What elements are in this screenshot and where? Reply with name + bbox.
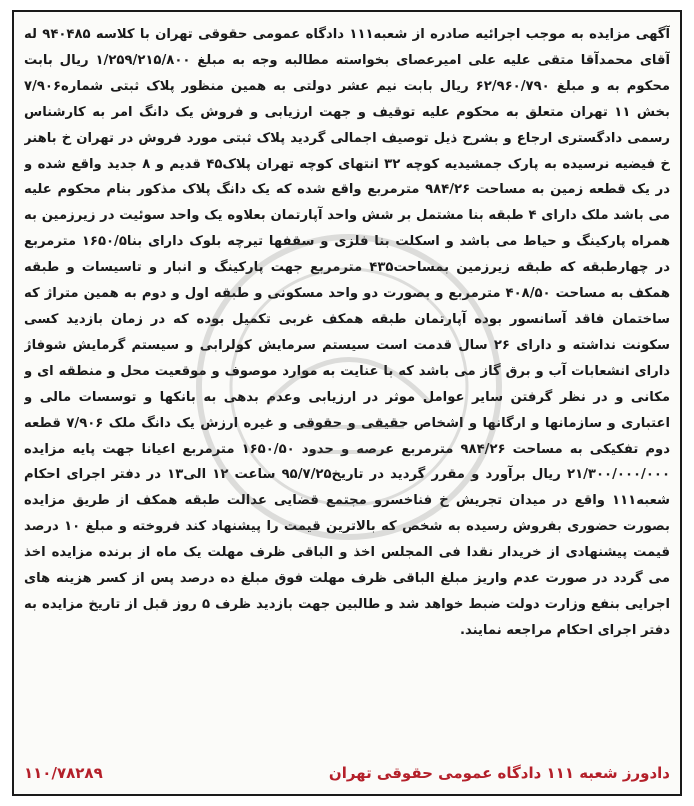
notice-body: آگهی مزایده به موجب اجرائیه صادره از شعبه۱۱۱ دادگاه عمومی حقوقی تهران با کلاسه ۹۴۰۴۸۵ له آقای محمدآقا متقی علیه علی امیرعصای بخواسته مطالبه وجه به مبلغ ۱/۲۵۹/۲۱۵/۸۰۰ ریال بابت محکوم به و مبلغ ۶۲/۹۶۰/۷۹۰ ریال بابت نیم عشر دولتی به همین منظور پلاک ثبتی شماره۷/۹۰۶ بخش ۱۱ تهران متعلق به محکوم علیه توقیف و جهت ارزیابی و فروش یک دانگ امر به کارشناس رسمی دادگستری ارجاع و بشرح ذیل توصیف اجمالی گردید پلاک ثبتی مورد فروش در تهران خ باهنر خ فیضیه نرسیده به پارک جمشیدیه کوچه ۳۲ انتهای کوچه تهران پلاک۴۵ قدیم و ۸ جدید واقع شده و در یک قطعه زمین به مساحت ۹۸۴/۲۶ مترمربع واقع شده که یک دانگ پلاک مذکور بنام محکوم علیه می باشد ملک دارای ۴ طبقه بنا مشتمل بر شش واحد آپارتمان بعلاوه یک واحد سوئیت در زیرزمین به همراه پارکینگ و حیاط می باشد و اسکلت بنا فلزی و سقفها تیرچه بلوک دارای بنا۱۶۵۰/۵ مترمربع در چهارطبقه که طبقه زیرزمین بمساحت۴۳۵ مترمربع جهت پارکینگ و انبار و تاسیسات و طبقه همکف به مساحت ۴۰۸/۵۰ مترمربع و بصورت دو واحد مسکونی و طبقه اول و دوم به همین متراژ که ساختمان فاقد آسانسور بوده آپارتمان طبقه همکف غربی تکمیل بوده که در زمان بازدید کسی سکونت نداشته و دارای ۲۶ سال قدمت است سیستم سرمایش کولرابی و سیستم گرمایش شوفاژ دارای انشعابات آب و برق گاز می باشد که با عنایت به موارد موصوف و موقعیت محل و منطقه ای و مکانی و در نظر گرفتن سایر عوامل موثر در ارزیابی وعدم بدهی به بانکها و توسسات مالی و اعتباری و سازمانها و ارگانها و اشخاص حقیقی و حقوقی و غیره ارزش یک دانگ ملک ۷/۹۰۶ قطعه دوم تفکیکی به مساحت ۹۸۴/۲۶ مترمربع عرصه و حدود ۱۶۵۰/۵۰ مترمربع اعیانا جهت پایه مزایده ۲۱/۳۰۰/۰۰۰/۰۰۰ ریال برآورد و مقرر گردید در تاریخ۹۵/۷/۲۵ ساعت ۱۲ الی۱۳ در دفتر اجرای احکام شعبه۱۱۱ واقع در میدان تجریش خ فناخسرو مجتمع قضایی عدالت طبقه همکف از طریق مزایده بصورت حضوری بفروش رسیده به شخص که بالاترین قیمت را پیشنهاد کند فروخته و مبلغ ۱۰ درصد قیمت پیشنهادی از خریدار نقدا فی المجلس اخذ و الباقی ظرف مهلت یک ماه از برنده مزایده اخذ می گردد در صورت عدم واریز مبلغ الباقی ظرف مهلت فوق مبلغ ده درصد پس از کسر هزینه های اجرایی بنفع وزارت دولت ضبط خواهد شد و طالبین جهت بازدید ظرف ۵ روز قبل از تاریخ مزایده به دفتر اجرای احکام مراجعه نمایند. [24, 27, 670, 638]
court-signature: دادورز شعبه ۱۱۱ دادگاه عمومی حقوقی تهران [328, 764, 670, 782]
auction-notice [12, 10, 682, 796]
reference-number: ۱۱۰/۷۸۲۸۹ [24, 764, 103, 782]
notice-footer [24, 758, 670, 788]
